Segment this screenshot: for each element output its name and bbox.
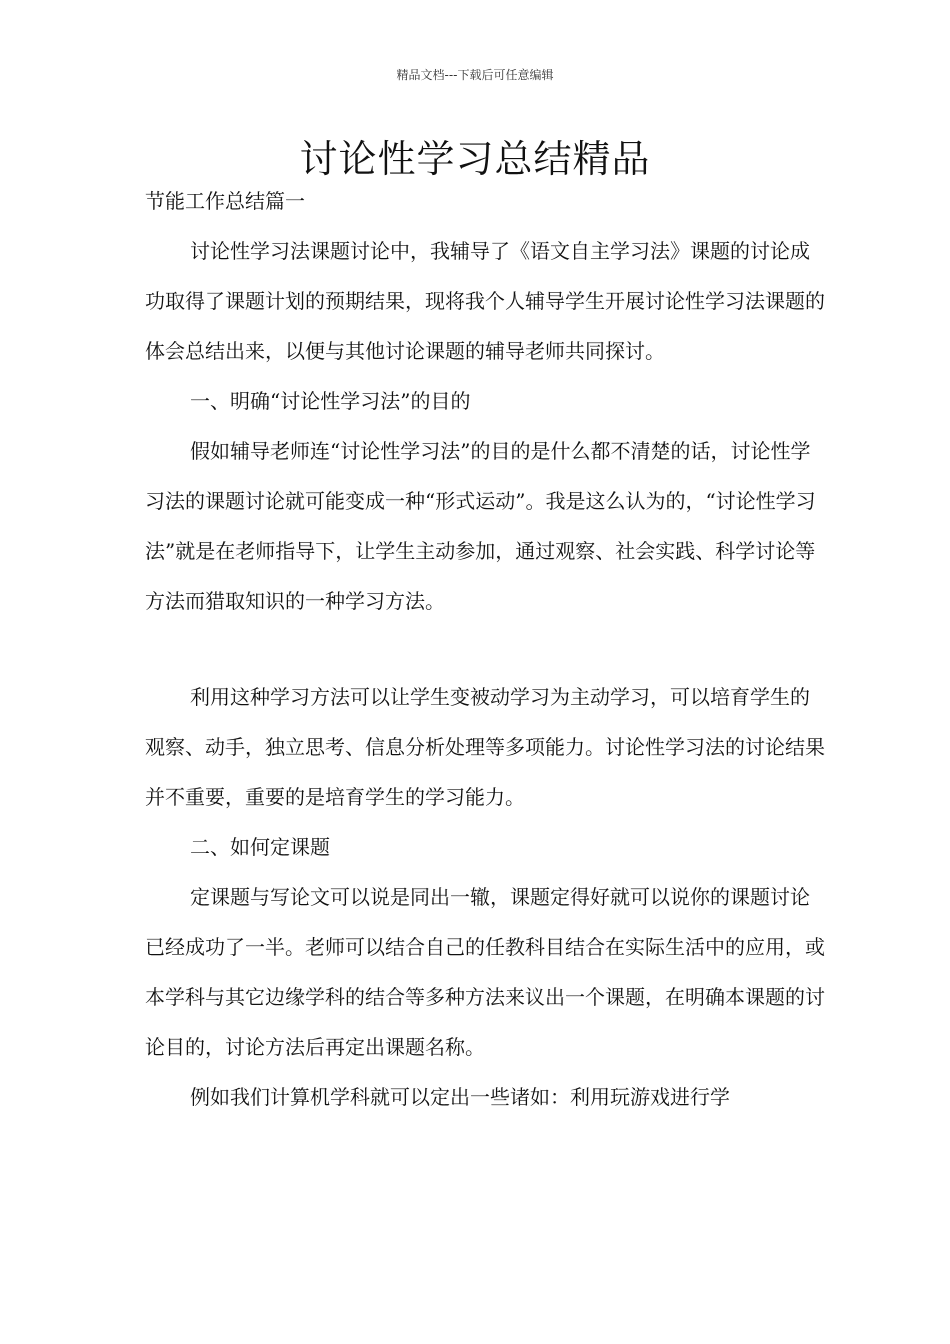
paragraph-example: 例如我们计算机学科就可以定出一些诸如：利用玩游戏进行学 xyxy=(190,1085,730,1109)
paragraph-gap xyxy=(145,626,825,672)
paragraph-benefits: 利用这种学习方法可以让学生变被动学习为主动学习，可以培育学生的观察、动手，独立思考、信息分析处理等多项能力。讨论性学习法的讨论结果并不重要，重要的是培育学生的学习能力。 xyxy=(145,685,825,809)
document-title: 讨论性学习总结精品 xyxy=(299,137,651,181)
section-heading-1: 一、明确“讨论性学习法”的目的 xyxy=(190,389,471,413)
subtitle: 节能工作总结篇一 xyxy=(145,189,305,213)
header-note: 精品文档---下载后可任意编辑 xyxy=(396,68,554,82)
document-body xyxy=(145,226,825,1122)
paragraph-intro: 讨论性学习法课题讨论中，我辅导了《语文自主学习法》课题的讨论成功取得了课题计划的预期结果，现将我个人辅导学生开展讨论性学习法课题的体会总结出来，以便与其他讨论课题的辅导老师共同探讨。 xyxy=(145,239,825,363)
paragraph-topic: 定课题与写论文可以说是同出一辙，课题定得好就可以说你的课题讨论已经成功了一半。老师可以结合自己的任教科目结合在实际生活中的应用，或本学科与其它边缘学科的结合等多种方法来议出一个课题，在明确本课题的讨论目的，讨论方法后再定出课题名称。 xyxy=(145,885,825,1059)
paragraph-purpose: 假如辅导老师连“讨论性学习法”的目的是什么都不清楚的话，讨论性学习法的课题讨论就可能变成一种“形式运动”。我是这么认为的，“讨论性学习法”就是在老师指导下，让学生主动参加，通过观察、社会实践、科学讨论等方法而猎取知识的一种学习方法。 xyxy=(145,439,816,613)
section-heading-2: 二、如何定课题 xyxy=(190,835,330,859)
